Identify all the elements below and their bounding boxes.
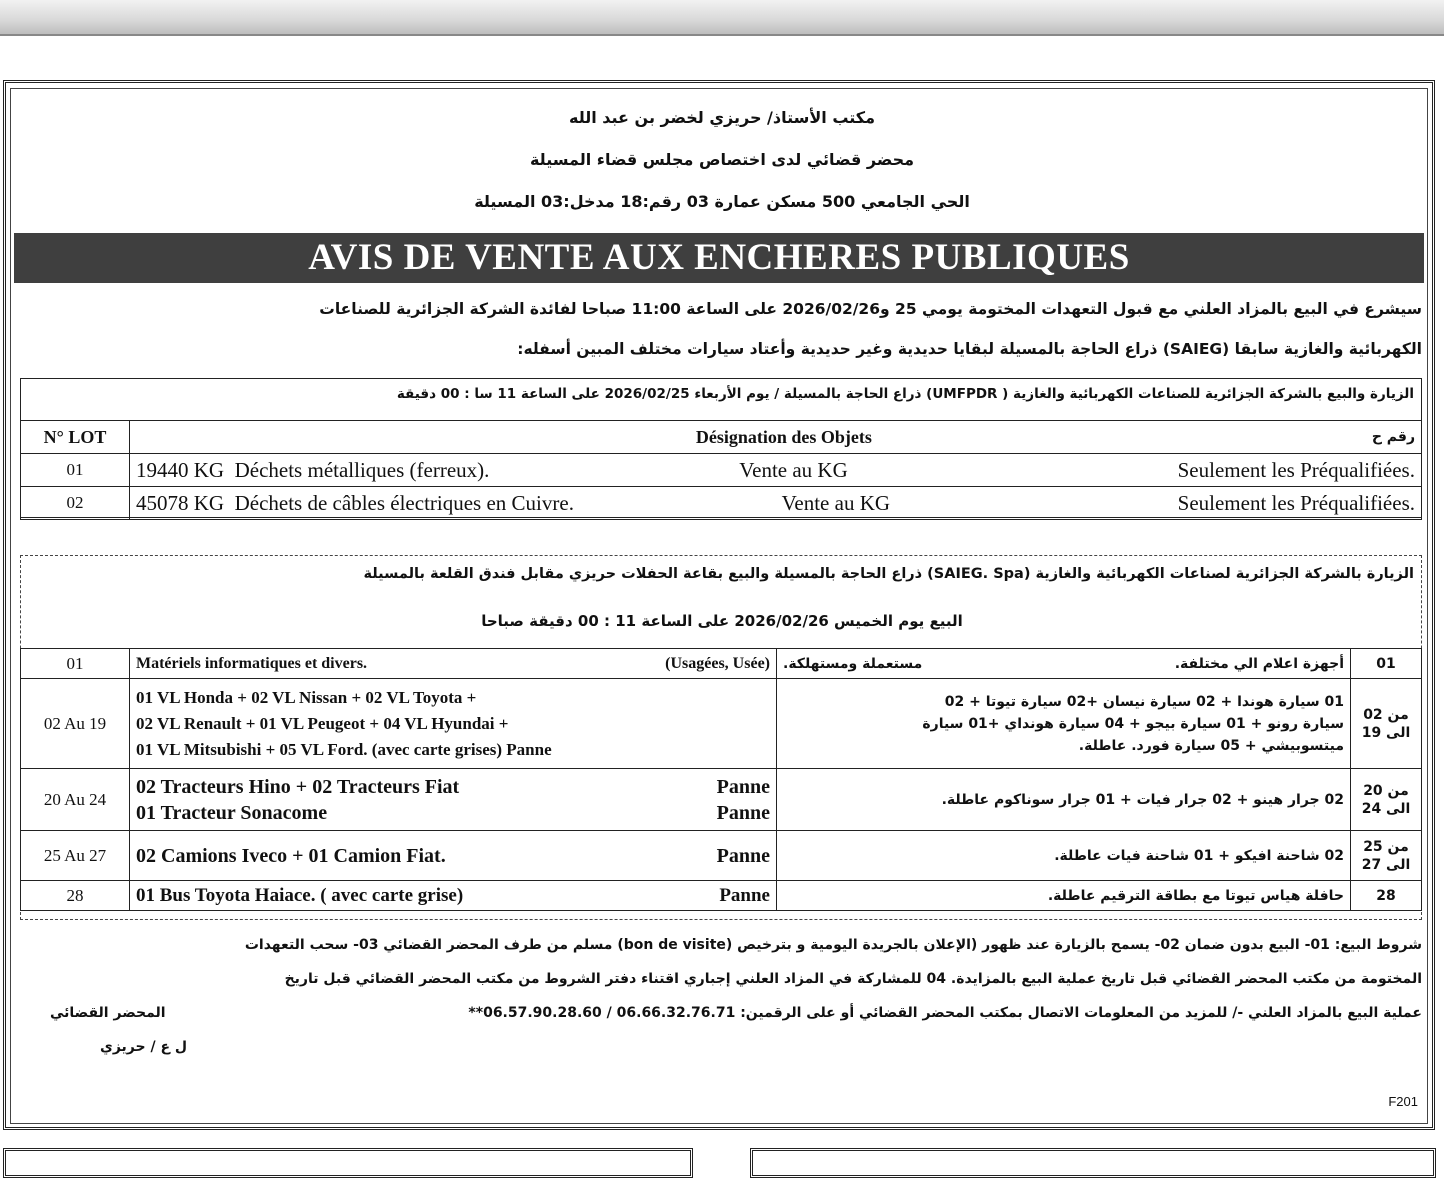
lot-description: 01 Bus Toyota Haiace. ( avec carte grise)	[136, 884, 464, 906]
lot-description-ar-line: سيارة رونو + 01 سيارة بيجو + 04 سيارة هونداي +01 سيارة	[922, 715, 1344, 732]
table-row	[21, 649, 1422, 679]
table-row	[21, 679, 1422, 769]
lot-state: (Usagées, Usée)	[665, 654, 770, 672]
office-address: الحي الجامعي 500 مسكن عمارة 03 رقم:18 مدخل:03 المسيلة	[474, 192, 970, 211]
lot-range-ar: من 20 الى 24	[1351, 769, 1422, 831]
next-notice-frame-left	[3, 1148, 693, 1178]
lots-table-1	[20, 420, 1422, 520]
signature-title: المحضر القضائي	[50, 1005, 166, 1021]
lot-description-ar: 02 شاحنة افيكو + 01 شاحنة فيات عاطلة.	[777, 831, 1351, 881]
intro-line-1: سيشرع في البيع بالمزاد العلني مع قبول التعهدات المختومة يومي 25 و2026/02/26 على الساعة 11:00 صباحا لفائدة الشركة الجزائرية للصناعات	[319, 300, 1422, 318]
lot-description-line: 02 Tracteurs Hino + 02 Tracteurs Fiat	[136, 775, 460, 798]
lot-number: 02	[21, 487, 130, 520]
lot-number-ar: 01	[1351, 649, 1422, 679]
lot-quantity: 19440 KG	[136, 457, 225, 482]
lot-description-ar-line: ميتسوبيشي + 05 سيارة فورد. عاطلة.	[1078, 737, 1344, 754]
table-row	[21, 454, 1422, 487]
lot-number: 01	[21, 454, 130, 487]
table-row	[21, 881, 1422, 911]
table-row	[21, 831, 1422, 881]
lot-range: 02 Au 19	[21, 679, 130, 769]
lot-state: Panne	[719, 884, 770, 906]
lot-description-ar: أجهزة اعلام الي مختلفة.	[1174, 655, 1344, 672]
reference-code: F201	[1388, 1094, 1418, 1109]
conditions-line: شروط البيع: 01- البيع بدون ضمان 02- يسمح بالزيارة عند ظهور (الإعلان بالجريدة اليومية و بترخيص (bon de visite) مسلم من طرف المحضر القضائي 03- سحب التعهدات	[244, 937, 1422, 953]
lot-description: Déchets de câbles électriques en Cuivre.	[234, 490, 574, 515]
notice-banner: AVIS DE VENTE AUX ENCHERES PUBLIQUES	[14, 233, 1424, 283]
lot-description-ar: حافلة هياس تيوتا مع بطاقة الترقيم عاطلة.	[777, 881, 1351, 911]
lot-state: Panne	[716, 801, 770, 824]
lot-state: Panne	[716, 775, 770, 798]
lot-description-line: 02 VL Renault + 01 VL Peugeot + 04 VL Hyundai +	[136, 713, 509, 733]
lot-condition: Seulement les Préqualifiées.	[1177, 490, 1415, 515]
lot-header: N° LOT	[21, 421, 130, 454]
intro-line-2: الكهربائية والغازية سابقا (SAIEG) ذراع الحاجة بالمسيلة لبقايا حديدية وغير حديدية وأعتاد سيارات مختلف المبين أسفله:	[517, 340, 1422, 358]
next-notice-frame-right	[750, 1148, 1436, 1178]
lot-range-ar: من 25 الى 27	[1351, 831, 1422, 881]
lot-description-ar-line: 01 سيارة هوندا + 02 سيارة نيسان +02 سيارة تيوتا + 02	[944, 693, 1344, 710]
lot-description: 02 Camions Iveco + 01 Camion Fiat.	[136, 844, 446, 867]
signature: ل ع / حريزي	[100, 1039, 188, 1055]
lot-description: Matériels informatiques et divers.	[136, 654, 368, 672]
section2-visit: الزيارة بالشركة الجزائرية لصناعات الكهربائية والغازية (SAIEG. Spa) ذراع الحاجة بالمسيلة والبيع بقاعة الحفلات حريزي مقابل فندق القلعة بالمسيلة	[363, 566, 1414, 582]
table-row	[21, 487, 1422, 520]
lot-range-ar: من 02 الى 19	[1351, 679, 1422, 769]
conditions-line: عملية البيع بالمزاد العلني -/ للمزيد من المعلومات الاتصال بمكتب المحضر القضائي أو على الرقمين: 06.66.32.76.71 / 06.57.90.28.60**	[468, 1005, 1422, 1021]
lot-number: 28	[21, 881, 130, 911]
lots-table-2	[20, 648, 1422, 911]
lot-description-line: 01 Tracteur Sonacome	[136, 801, 328, 824]
lot-sale-mode: Vente au KG	[739, 457, 848, 482]
lot-sale-mode: Vente au KG	[781, 490, 891, 515]
section2-sale-date: البيع يوم الخميس 2026/02/26 على الساعة 11 : 00 دقيقة صباحا	[481, 612, 963, 630]
lot-range: 25 Au 27	[21, 831, 130, 881]
lot-condition: Seulement les Préqualifiées.	[1177, 457, 1415, 482]
lot-description: Déchets métalliques (ferreux).	[234, 457, 490, 482]
section1-visit: الزيارة والبيع بالشركة الجزائرية للصناعات الكهربائية والغازية ( UMFPDR) ذراع الحاجة بالمسيلة / يوم الأربعاء 2026/02/25 على الساعة 11 سا : 00 دقيقة	[396, 386, 1414, 402]
lot-number-ar: 28	[1351, 881, 1422, 911]
number-header-ar: رقم ح	[1371, 429, 1415, 445]
lot-description-line: 01 VL Mitsubishi + 05 VL Ford. (avec carte grises) Panne	[136, 739, 552, 759]
lot-description-line: 01 VL Honda + 02 VL Nissan + 02 VL Toyota +	[136, 687, 477, 707]
office-name: مكتب الأستاذ/ حريزي لخضر بن عبد الله	[568, 108, 876, 127]
lot-state-ar: مستعملة ومستهلكة.	[783, 655, 923, 672]
office-title: محضر قضائي لدى اختصاص مجلس قضاء المسيلة	[529, 150, 915, 169]
scan-top-band	[0, 0, 1444, 36]
designation-header: Désignation des Objets	[695, 426, 872, 447]
lot-description-ar: 02 جرار هينو + 02 جرار فيات + 01 جرار سوناكوم عاطلة.	[777, 769, 1351, 831]
conditions-line: المختومة من مكتب المحضر القضائي قبل تاريخ عملية البيع بالمزايدة. 04 للمشاركة في المزاد العلني إجباري اقتناء دفتر الشروط من مكتب المحضر القضائي قبل تاريخ	[284, 971, 1422, 987]
table-row	[21, 769, 1422, 831]
lot-state: Panne	[716, 844, 770, 867]
lot-quantity: 45078 KG	[136, 490, 225, 515]
sale-conditions	[30, 928, 1422, 1064]
lot-number: 01	[21, 649, 130, 679]
lot-range: 20 Au 24	[21, 769, 130, 831]
